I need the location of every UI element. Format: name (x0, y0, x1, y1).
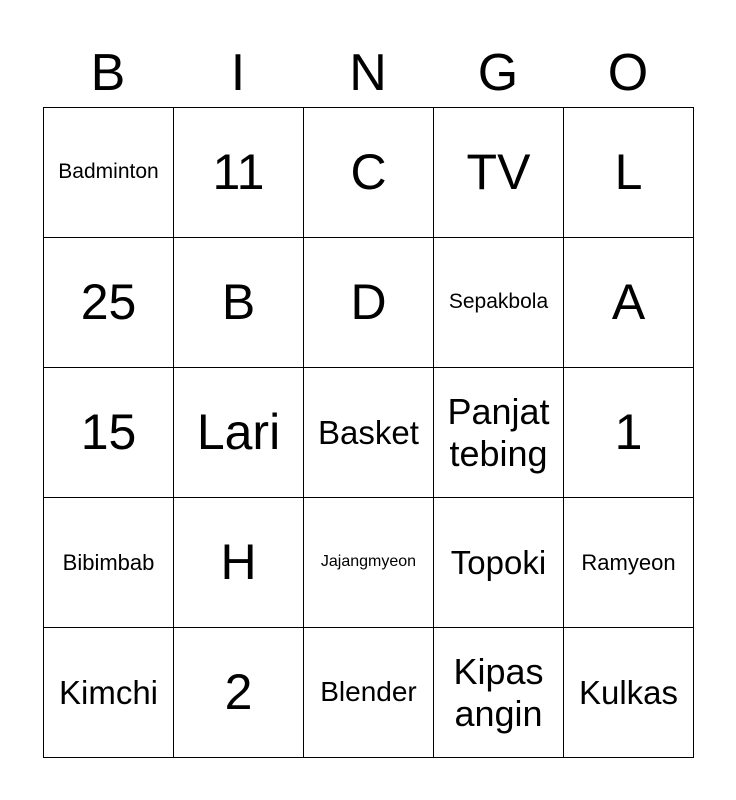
bingo-cell[interactable]: Bibimbab (44, 498, 174, 628)
bingo-cell[interactable]: 1 (564, 368, 694, 498)
bingo-cell[interactable]: Blender (304, 628, 434, 758)
bingo-cell[interactable]: Kipas angin (434, 628, 564, 758)
header-letter-n: N (349, 44, 387, 102)
bingo-grid (43, 107, 694, 758)
bingo-cell[interactable]: Sepakbola (434, 238, 564, 368)
header-letter-g: G (477, 44, 519, 102)
bingo-cell[interactable]: Jajangmyeon (304, 498, 434, 628)
bingo-cell[interactable]: Kulkas (564, 628, 694, 758)
header-letter-i: I (230, 44, 246, 102)
bingo-cell[interactable]: H (174, 498, 304, 628)
bingo-cell[interactable]: L (564, 108, 694, 238)
bingo-cell[interactable]: Ramyeon (564, 498, 694, 628)
bingo-cell[interactable]: D (304, 238, 434, 368)
bingo-header (43, 38, 693, 108)
bingo-cell[interactable]: A (564, 238, 694, 368)
bingo-cell[interactable]: 15 (44, 368, 174, 498)
bingo-cell[interactable]: Basket (304, 368, 434, 498)
bingo-cell[interactable]: 2 (174, 628, 304, 758)
header-letter-o: O (607, 44, 649, 102)
bingo-cell[interactable]: Badminton (44, 108, 174, 238)
bingo-cell[interactable]: B (174, 238, 304, 368)
bingo-cell[interactable]: Topoki (434, 498, 564, 628)
bingo-cell[interactable]: Kimchi (44, 628, 174, 758)
bingo-cell[interactable]: 11 (174, 108, 304, 238)
header-letter-b: B (90, 44, 126, 102)
bingo-cell[interactable]: C (304, 108, 434, 238)
bingo-cell[interactable]: Lari (174, 368, 304, 498)
bingo-cell[interactable]: TV (434, 108, 564, 238)
bingo-cell[interactable]: 25 (44, 238, 174, 368)
bingo-cell[interactable]: Panjat tebing (434, 368, 564, 498)
